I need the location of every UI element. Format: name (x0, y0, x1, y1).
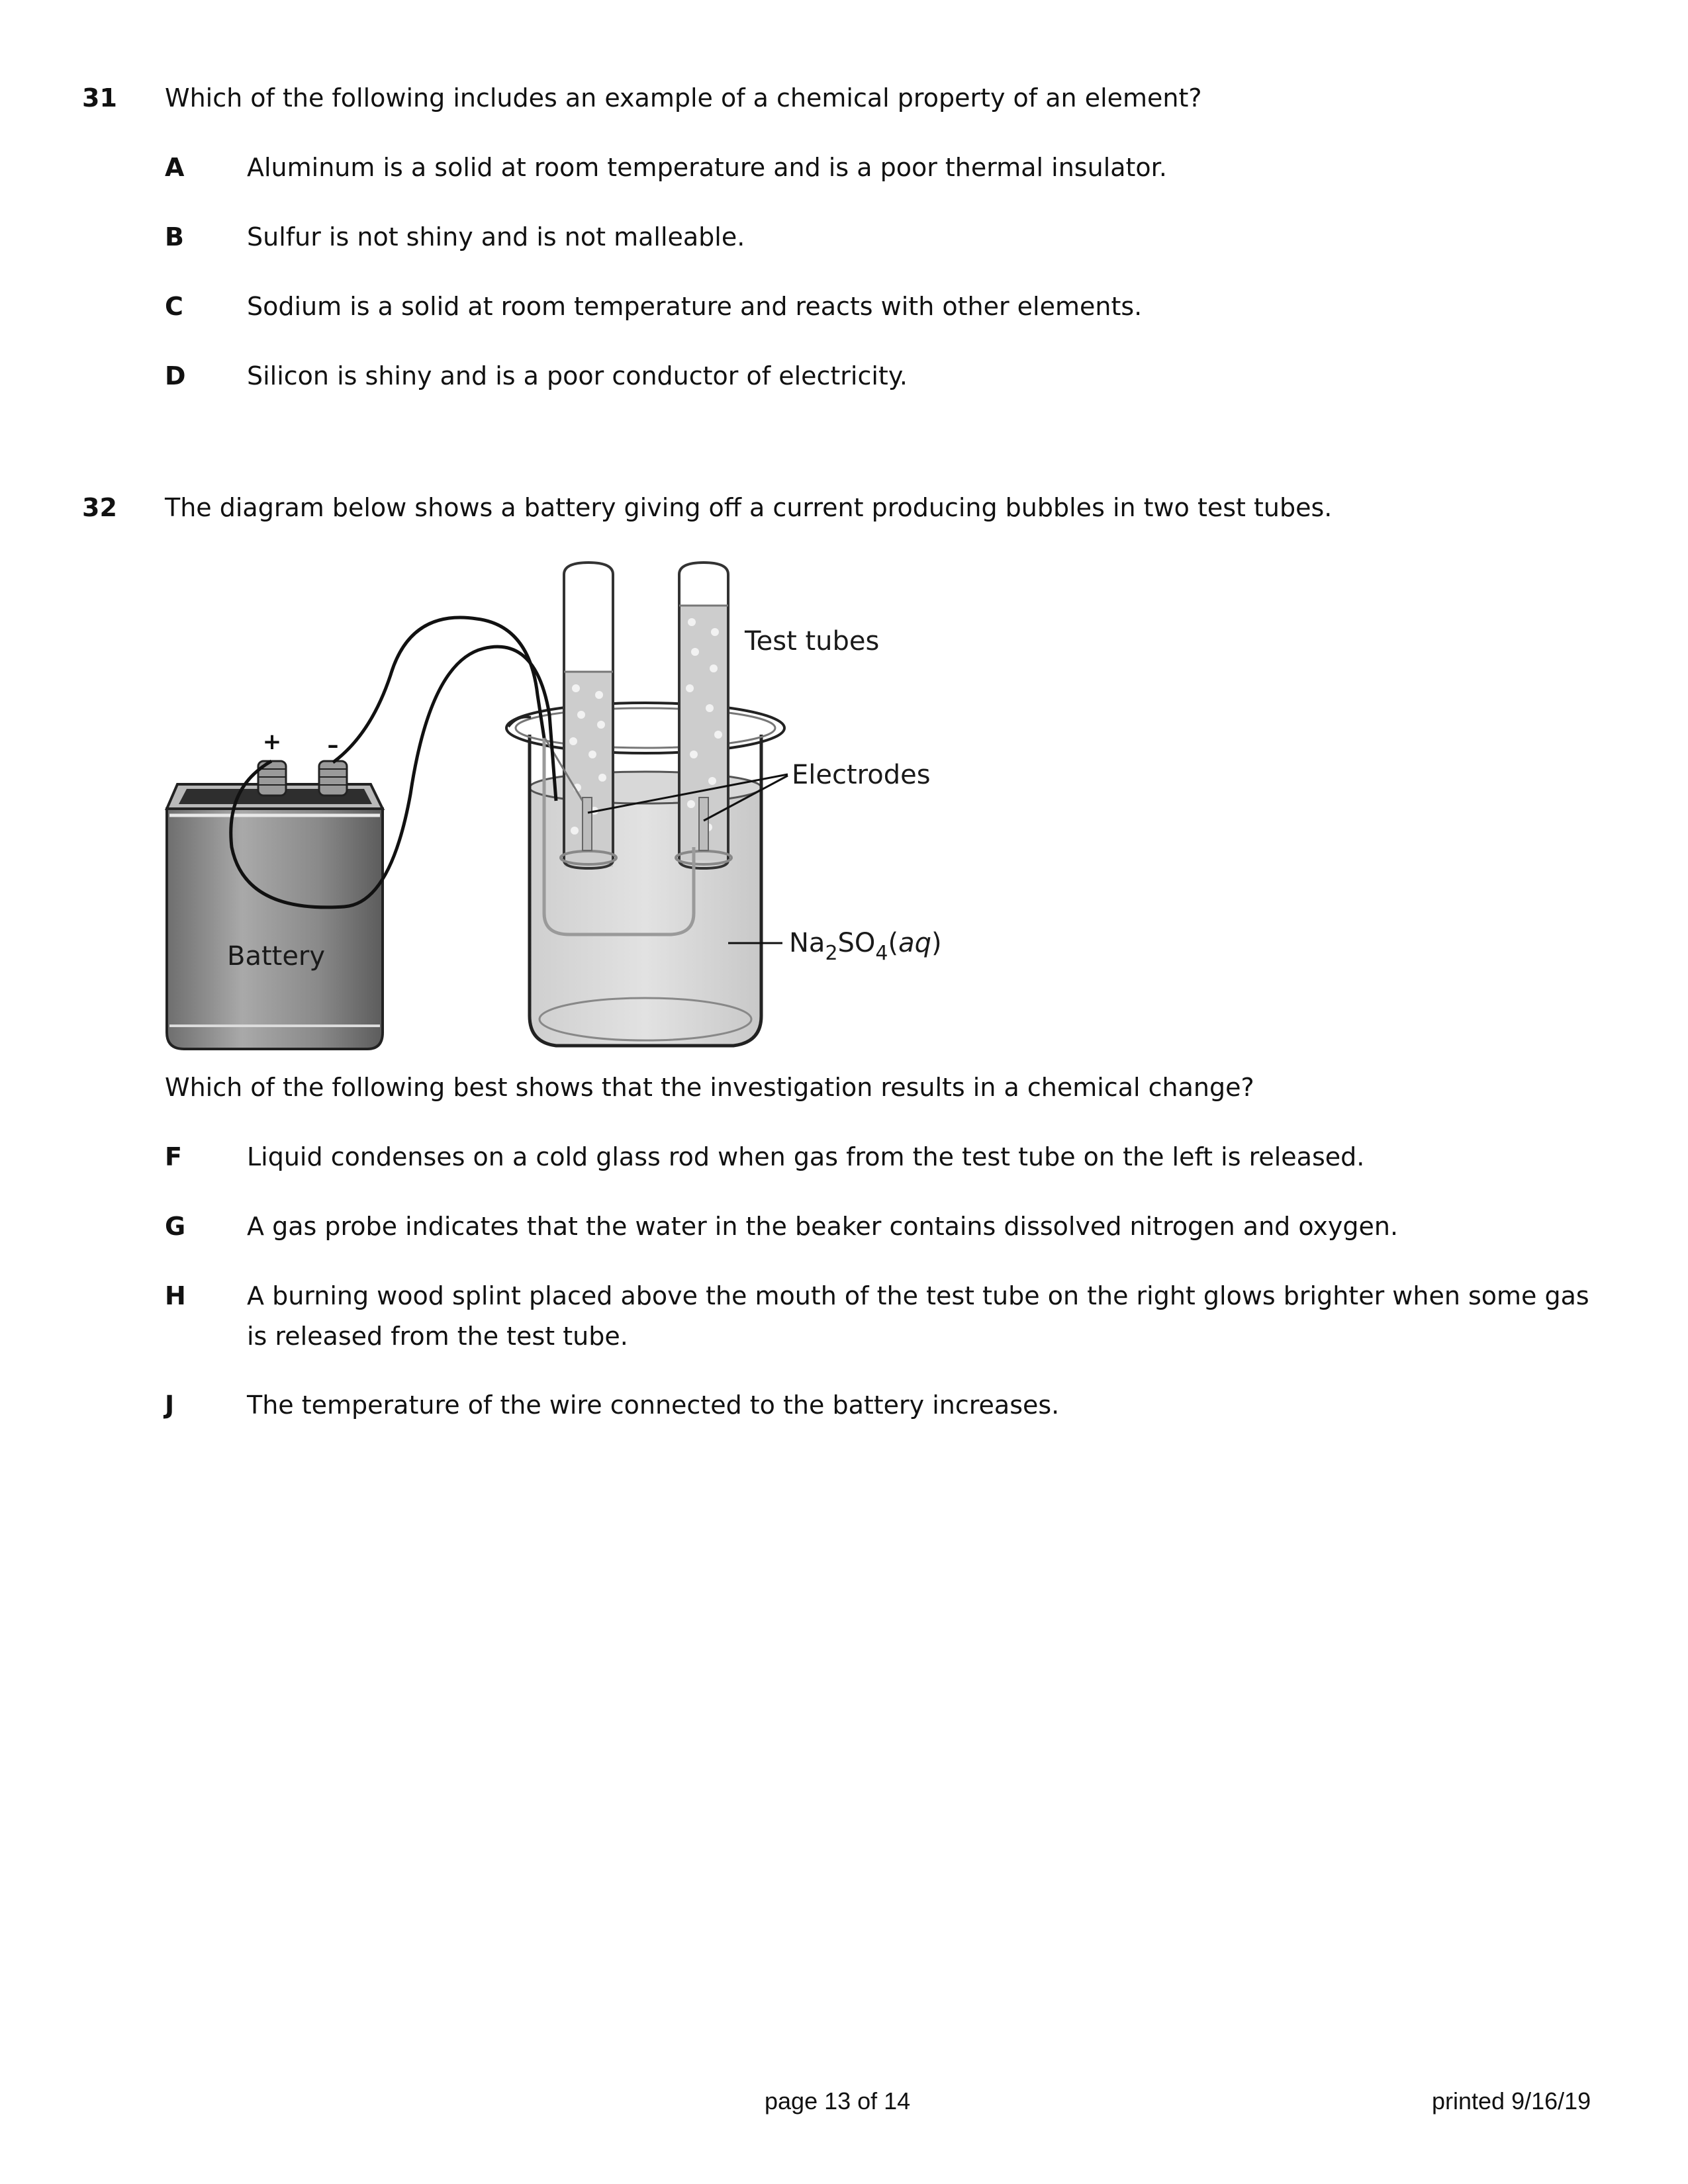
question-number: 32 (82, 493, 117, 522)
option-text: A gas probe indicates that the water in the beaker contains dissolved nitrogen and oxygen. (247, 1212, 1399, 1241)
option-letter: C (165, 292, 183, 321)
option-text: The temperature of the wire connected to the battery increases. (247, 1390, 1060, 1420)
option-text: Liquid condenses on a cold glass rod when gas from the test tube on the left is released. (247, 1142, 1365, 1171)
printed-date: printed 9/16/19 (1432, 2087, 1591, 2115)
question-stem: Which of the following includes an example of a chemical property of an element? (165, 83, 1202, 113)
solution-label: $Na_2SO_4(aq)$ (789, 928, 942, 965)
battery-label: Battery (227, 941, 326, 972)
option-letter: J (165, 1390, 175, 1420)
negative-terminal (319, 761, 347, 796)
option-text: Aluminum is a solid at room temperature and is a poor thermal insulator. (247, 153, 1167, 182)
option-letter: F (165, 1142, 182, 1171)
question-stem: The diagram below shows a battery giving off a current producing bubbles in two test tubes. (165, 493, 1333, 522)
battery (167, 784, 383, 1049)
test-tubes-label: Test tubes (745, 626, 880, 657)
minus-sign: – (327, 732, 339, 758)
electrodes-label: Electrodes (792, 760, 931, 790)
option-text: A burning wood splint placed above the mouth of the test tube on the right glows brighter when some gas is released from the test tube. (247, 1281, 1589, 1351)
option-letter: H (165, 1281, 186, 1310)
option-text: Sodium is a solid at room temperature and reacts with other elements. (247, 292, 1143, 321)
option-text: Sulfur is not shiny and is not malleable. (247, 222, 745, 251)
option-letter: G (165, 1212, 186, 1241)
question-prompt: Which of the following best shows that the investigation results in a chemical change? (165, 1073, 1254, 1102)
page-number: page 13 of 14 (765, 2087, 911, 2115)
option-letter: D (165, 361, 186, 390)
plus-sign: + (262, 729, 282, 755)
option-text: Silicon is shiny and is a poor conductor of electricity. (247, 361, 908, 390)
question-number: 31 (82, 83, 117, 113)
beaker (506, 703, 784, 1046)
electrolysis-diagram (159, 553, 993, 1056)
option-letter: A (165, 153, 185, 182)
option-letter: B (165, 222, 184, 251)
